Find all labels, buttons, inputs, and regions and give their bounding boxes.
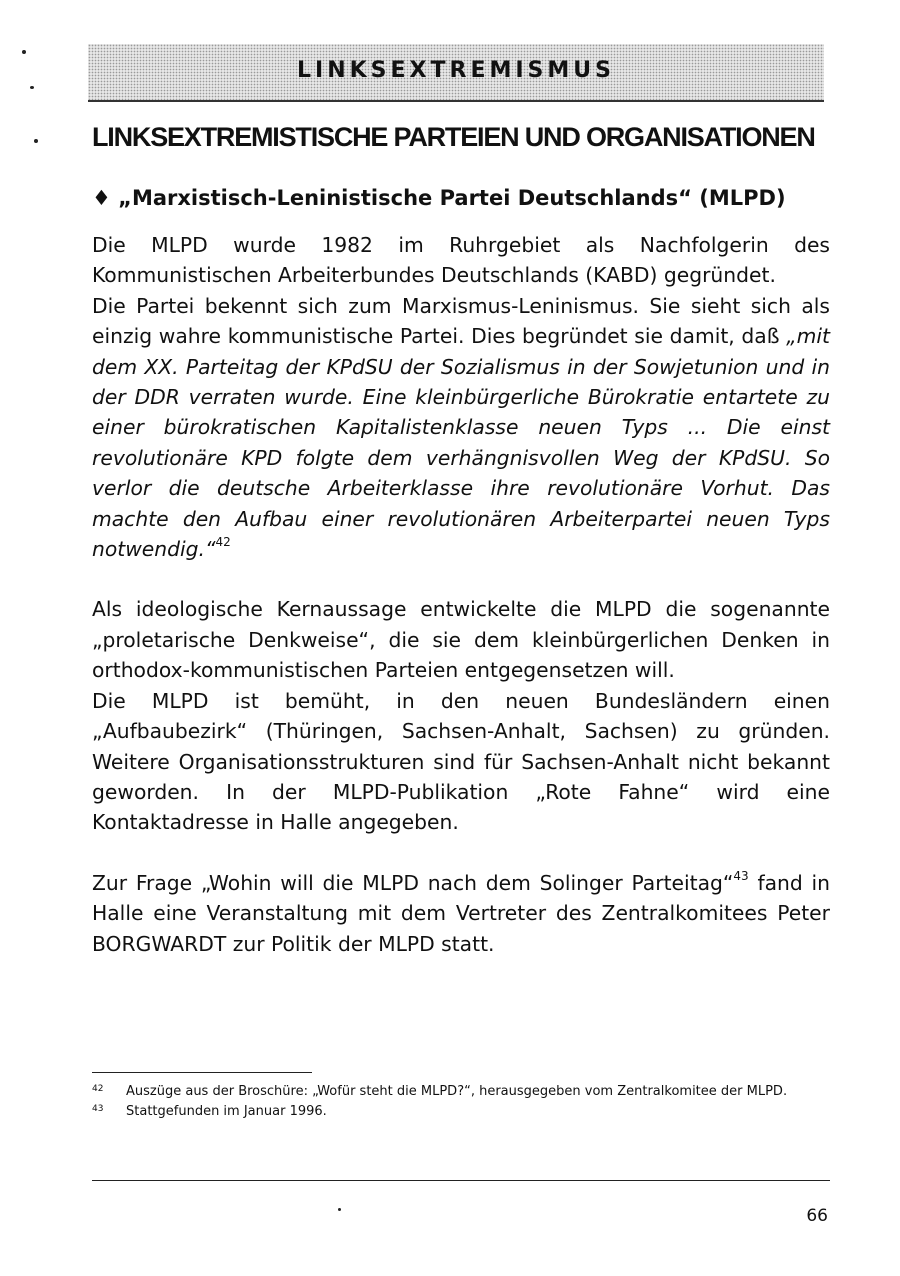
paragraph-core-statement: Als ideologische Kernaussage entwickelte die MLPD die sogenannte „proletarische Denkweise“, die sie dem kleinbürgerlichen Denken in orthodox-kommunistischen Parteien entgegensetzen will. — [92, 597, 830, 683]
footnote-number: 43 — [92, 1104, 104, 1114]
page-number: 66 — [806, 1206, 828, 1226]
paragraph-ideology-intro: Die Partei bekennt sich zum Marxismus-Leninismus. Sie sieht sich als einzig wahre kommunistische Partei. Dies begründet sie damit, daß — [92, 293, 830, 349]
scan-speck — [34, 139, 38, 143]
paragraph-event-rest: fand in Halle eine Veranstaltung mit dem Vertreter des Zentralkomitees Peter BORGWARDT zur Politik der MLPD statt. — [92, 870, 830, 956]
footnote-ref-42: 42 — [215, 535, 231, 550]
footnotes — [92, 1082, 830, 1122]
party-name: „Marxistisch-Leninistische Partei Deutschlands“ (MLPD) — [118, 186, 786, 210]
diamond-bullet-icon: ♦ — [92, 186, 111, 210]
quoted-statement: „mit dem XX. Parteitag der KPdSU der Sozialismus in der Sowjetunion und in der DDR verraten wurde. Eine kleinbürgerliche Bürokratie entartete zu einer bürokratischen Kapitalistenklasse neuen Typs ... Die einst revolutionäre KPD folgte dem verhängnisvollen Weg der KPdSU. So verlor die deutsche Arbeiterklasse ihre revolutionäre Vorhut. Das machte den Aufbau einer revolutionären Arbeiterpartei neuen Typs notwendig.“ — [92, 324, 830, 562]
section-header-band — [88, 44, 824, 102]
paragraph-structure: Die MLPD ist bemüht, in den neuen Bundesländern einen „Aufbaubezirk“ (Thüringen, Sachsen-Anhalt, Sachsen) zu gründen. Weitere Organisationsstrukturen sind für Sachsen-Anhalt nicht bekannt geworden. In der MLPD-Publikation „Rote Fahne“ wird eine Kontaktadresse in Halle angegeben. — [92, 688, 830, 835]
paragraph-event-intro: Zur Frage „Wohin will die MLPD nach dem Solinger Parteitag“ — [92, 870, 734, 895]
footnote-text: Stattgefunden im Januar 1996. — [126, 1104, 327, 1119]
paragraph-event — [92, 868, 830, 959]
section-title: LINKSEXTREMISMUS — [297, 58, 615, 83]
scan-speck — [338, 1208, 341, 1211]
footnote — [92, 1082, 830, 1102]
party-subheading — [92, 186, 832, 210]
body-block-1 — [92, 230, 830, 959]
paragraph-founding: Die MLPD wurde 1982 im Ruhrgebiet als Nachfolgerin des Kommunistischen Arbeiterbundes Deutschlands (KABD) gegründet. — [92, 233, 830, 288]
page-heading: LINKSEXTREMISTISCHE PARTEIEN UND ORGANISATIONEN — [92, 122, 815, 152]
footnote-divider — [92, 1072, 312, 1073]
footnote — [92, 1102, 830, 1122]
page-bottom-rule — [92, 1180, 830, 1181]
footnote-ref-43: 43 — [733, 868, 749, 883]
footnote-text: Auszüge aus der Broschüre: „Wofür steht die MLPD?“, herausgegeben vom Zentralkomitee der MLPD. — [126, 1084, 788, 1099]
scan-speck — [30, 86, 34, 89]
paragraph-ideology — [92, 291, 830, 565]
scan-speck — [22, 50, 26, 54]
footnote-number: 42 — [92, 1084, 104, 1094]
